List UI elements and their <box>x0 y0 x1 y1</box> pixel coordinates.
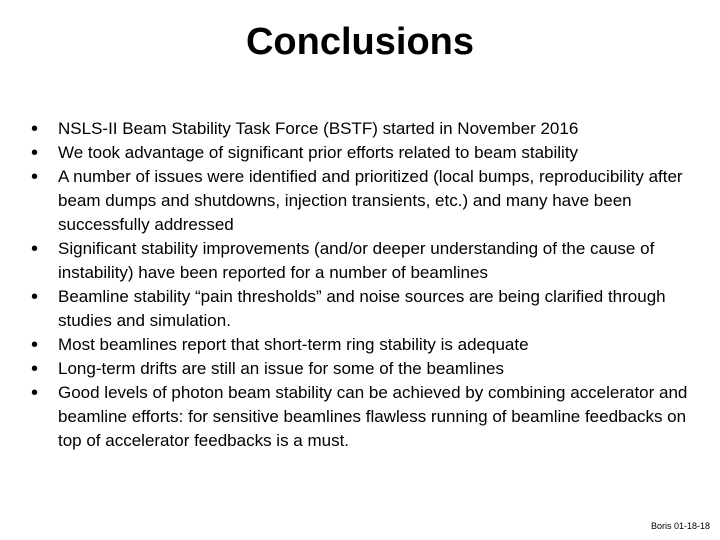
bullet-text: Beamline stability “pain thresholds” and noise sources are being clarified through studies and simulation. <box>58 287 666 330</box>
bullet-dot-icon: • <box>31 382 39 404</box>
bullet-dot-icon: • <box>31 286 39 308</box>
bullet-item <box>28 285 688 333</box>
slide-title: Conclusions <box>245 21 475 63</box>
bullet-text: Most beamlines report that short-term ring stability is adequate <box>58 335 529 354</box>
bullet-text: NSLS-II Beam Stability Task Force (BSTF) started in November 2016 <box>58 119 579 138</box>
bullet-dot-icon: • <box>31 118 39 140</box>
bullet-item <box>28 141 688 165</box>
bullet-text: Good levels of photon beam stability can be achieved by combining accelerator and beamline efforts: for sensitive beamlines flawless running of beamline feedbacks on top of accelerator feedbacks is a must. <box>58 383 688 450</box>
bullet-dot-icon: • <box>31 142 39 164</box>
bullet-item <box>28 381 688 453</box>
bullet-item <box>28 117 688 141</box>
bullet-text: A number of issues were identified and prioritized (local bumps, reproducibility after beam dumps and shutdowns, injection transients, etc.) and many have been successfully addressed <box>58 167 683 234</box>
bullet-dot-icon: • <box>31 238 39 260</box>
bullet-text: Significant stability improvements (and/or deeper understanding of the cause of instability) have been reported for a number of beamlines <box>58 239 655 282</box>
bullet-text: We took advantage of significant prior efforts related to beam stability <box>58 143 579 162</box>
bullet-item <box>28 237 688 285</box>
bullet-dot-icon: • <box>31 334 39 356</box>
bullet-dot-icon: • <box>31 358 39 380</box>
slide-footer: Boris 01-18-18 <box>650 521 710 531</box>
bullet-item <box>28 165 688 237</box>
bullet-list <box>28 117 688 453</box>
bullet-dot-icon: • <box>31 166 39 188</box>
bullet-text: Long-term drifts are still an issue for some of the beamlines <box>58 359 504 378</box>
bullet-item <box>28 333 688 357</box>
bullet-item <box>28 357 688 381</box>
